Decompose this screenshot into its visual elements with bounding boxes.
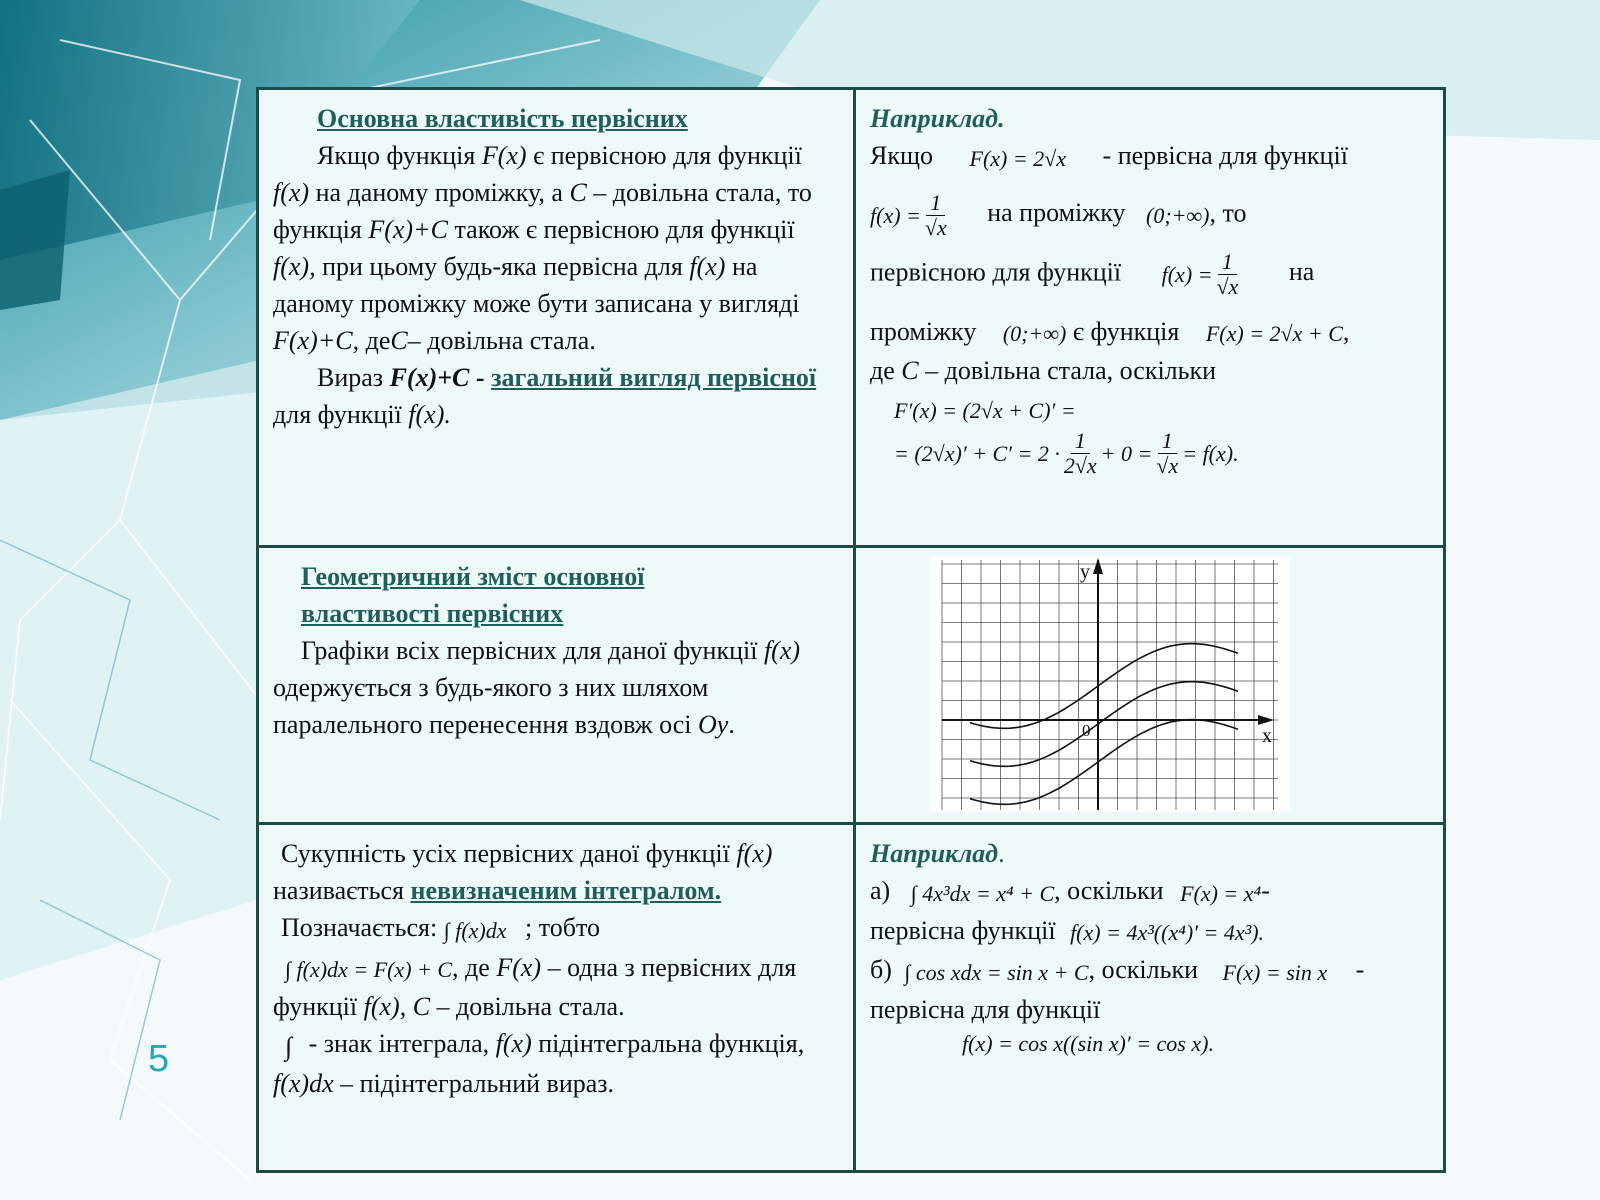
integral-sign: ∫ <box>285 1031 293 1061</box>
example-heading: Наприклад. <box>870 104 1005 133</box>
formula: f(x) = 4x³((x⁴)′ = 4x³). <box>1070 920 1265 946</box>
formula: ∫ f(x)dx = F(x) + C <box>285 957 453 983</box>
property-text: Якщо функція F(x) є первісною для функції f(x) на даному проміжку, а C – довільна стала, то функція F(x)+C також є первісною для функції f(x), при цьому будь-яка первісна для f(x) на даному проміжку може бути записана у вигляді F(x)+C, деC– довільна стала. <box>273 141 812 355</box>
table-row <box>258 824 1445 1172</box>
formula: ∫ 4x³dx = x⁴ + C <box>910 880 1055 906</box>
grid <box>942 560 1278 810</box>
formula: F′(x) = (2√x + C)′ = <box>894 397 1076 423</box>
formula: F(x) = 2√x <box>969 145 1067 171</box>
x-axis-label: x <box>1262 725 1272 747</box>
content-table <box>256 87 1446 1173</box>
antiderivative-curve <box>970 644 1238 729</box>
geometric-meaning-cell: Геометричний зміст основної властивості первісних Графіки всіх первісних для даної функції f(x) одержується з будь-якого з них шляхом паралельного перенесення вздовж осі Oy. <box>258 547 855 824</box>
origin-label: 0 <box>1082 721 1091 740</box>
graph-cell <box>855 547 1445 824</box>
property-cell <box>258 89 855 547</box>
slide-number: 5 <box>148 1038 170 1080</box>
formula: F(x) = x⁴ <box>1180 880 1262 906</box>
formula: $\frac{1}{2√x}$ <box>1063 427 1097 478</box>
y-axis-label: y <box>1080 561 1090 583</box>
indefinite-integral-link[interactable]: невизначеним інтегралом. <box>410 876 722 905</box>
formula: F(x) = sin x <box>1222 959 1328 985</box>
indefinite-integral-cell: Сукупність усіх первісних даної функції f(x) називається невизначеним інтегралом. Позначається: ∫ f(x)dx ; тобто ∫ f(x)dx = F(x) + C, де F(x) – одна з первісних для функції f(x), C – довільна стала. ∫ - знак інтеграла, f(x) підінтегральна функція, f(x)dx – підінтегральний вираз. <box>258 824 855 1172</box>
example-cell: Наприклад. Якщо F(x) = 2√x - первісна для функції f(x) = $\frac{1}{√x}$ на проміжку (0;+∞), то первісною для функції f(x) = $\frac{1}{√x}$ на проміжку (0;+∞) є функція F(x) = 2√x + C, де C – довільна стала, оскільки F′(x) = (2√x + C)′ = = (2√x)′ + C′ = 2 · $\frac{1}{2√x}$ + 0 = $\frac{1}{√x}$ = f(x). <box>855 89 1445 547</box>
formula: ∫ cos xdx = sin x + C <box>904 959 1089 985</box>
section-heading: Геометричний зміст основної властивості первісних <box>301 562 645 628</box>
integral-example-cell: Наприклад. а) ∫ 4x³dx = x⁴ + C, оскільки F(x) = x⁴- первісна функції f(x) = 4x³((x⁴)′ = 4x³). б) ∫ cos xdx = sin x + C, оскільки F(x) = sin x - первісна для функції f(x) = cos x((sin x)′ = cos x). <box>855 824 1445 1172</box>
example-heading: Наприклад <box>870 839 999 868</box>
formula: $\frac{1}{√x}$ <box>1216 248 1239 299</box>
formula: ∫ f(x)dx <box>443 917 507 943</box>
antiderivative-curve <box>970 682 1238 767</box>
formula: F(x) = 2√x + C <box>1205 321 1343 347</box>
general-form-link[interactable]: загальний вигляд первісної <box>491 363 817 392</box>
table-row <box>258 89 1445 547</box>
table-row <box>258 547 1445 824</box>
curves <box>970 644 1238 805</box>
section-heading: Основна властивість первісних <box>317 104 688 133</box>
formula: f(x) = cos x((sin x)′ = cos x). <box>962 1030 1214 1056</box>
formula: $\frac{1}{√x}$ <box>924 189 947 240</box>
x-axis-arrow <box>1258 715 1274 725</box>
antiderivatives-graph <box>930 556 1290 812</box>
y-axis-arrow <box>1093 558 1103 574</box>
expression-text: Вираз F(x)+C - загальний вигляд первісної для функції f(x). <box>273 363 817 429</box>
antiderivative-curve <box>970 720 1238 805</box>
